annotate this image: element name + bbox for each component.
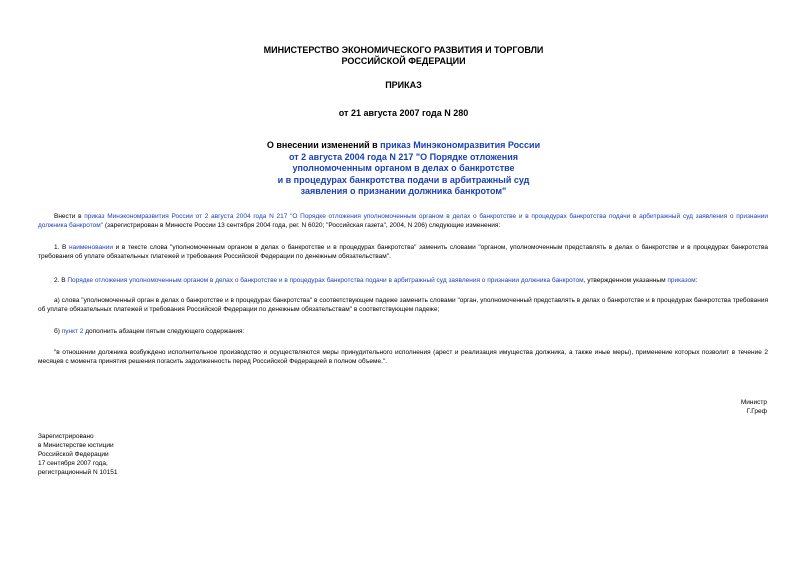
title-line-1-text: О внесении изменений в: [266, 140, 381, 150]
registration-line-3: Российской Федерации: [38, 451, 109, 458]
title-line-3[interactable]: уполномоченным органом в делах о банкротстве: [292, 163, 515, 173]
registration-block: [38, 432, 238, 477]
paragraph-item-2: [38, 276, 768, 285]
registration-line-4: 17 сентября 2007 года,: [38, 460, 108, 467]
p1-post: (зарегистрирован в Минюсте России 13 сентября 2004 года, рег. N 6020; "Российская газета", 2004, N 206) следующие изменения:: [103, 222, 501, 229]
title-line-4[interactable]: и в процедурах банкротства подачи в арбитражный суд: [277, 174, 530, 185]
paragraph-item-a: [38, 296, 768, 314]
registration-line-1: Зарегистрировано: [38, 433, 94, 440]
p1-pre: Внести в: [54, 213, 85, 220]
registration-line-5: регистрационный N 10151: [38, 469, 118, 476]
order-date: от 21 августа 2007 года N 280: [338, 108, 469, 118]
paragraph-quote: [38, 348, 768, 366]
paragraph-item-1: [38, 243, 768, 261]
order-heading: ПРИКАЗ: [385, 80, 422, 90]
title-line-5[interactable]: заявления о признании должника банкротом": [300, 186, 507, 196]
p5-post: дополнить абзацем пятым следующего содержания:: [83, 328, 245, 335]
p2-pre: 1. В: [54, 244, 69, 251]
paragraph-item-b: [38, 327, 768, 336]
p4-text: а) слова "уполномоченный орган в делах о банкротстве и в процедурах банкротства" в соответствующем падеже заменить словами "орган, уполномоченный представлять в делах о банкротстве и в процедурах банкротства требования об уплате обязательных платежей и требования Российской Федерации по денежным обязательствам" в соответствующем падеже;: [38, 297, 768, 313]
signature-name: Г.Греф: [746, 408, 767, 415]
punkt-2-link[interactable]: пункт 2: [61, 328, 84, 335]
p3-post: :: [695, 277, 698, 284]
registration-line-2: в Министерстве юстиции: [38, 442, 114, 449]
p6-text: "в отношении должника возбуждено исполнительное производство и осуществляются меры принудительного исполнения (арест и реализация имущества должника, а также иные меры), применение которых позволит в течение 2 месяцев с момента принятия решения погасить задолженность перед Российской Федерацией в полном объеме.".: [38, 349, 768, 365]
p2-post: и в тексте слова "уполномоченным органом в делах о банкротстве и в процедурах банкротства" заменить словами "органом, уполномоченным представлять в делах о банкротстве и в процедурах банкротства требования об уплате обязательных платежей и требования Российской Федерации по денежным обязательствам".: [38, 244, 768, 260]
title-line-1: [0, 140, 807, 152]
title-order-link[interactable]: приказ Минэкономразвития России: [380, 140, 541, 150]
poryadok-link[interactable]: Порядке отложения уполномоченным органом в делах о банкротстве и в процедурах банкротства подачи в арбитражный суд заявления о признании должника банкротом: [67, 277, 584, 284]
paragraph-intro: [38, 212, 768, 230]
ministry-line-2: РОССИЙСКОЙ ФЕДЕРАЦИИ: [341, 56, 466, 66]
naimenovanie-link[interactable]: наименовании: [68, 244, 113, 251]
signature-role: Министр: [740, 399, 767, 406]
order-title: [0, 140, 807, 198]
prikaz-link[interactable]: приказом: [667, 277, 696, 284]
ministry-heading: [0, 45, 807, 67]
p5-pre: б): [54, 328, 62, 335]
order-217-link[interactable]: приказ Минэкономразвития России от 2 августа 2004 года N 217 "О Порядке отложения уполномоченным органом в делах о банкротстве и в процедурах банкротства подачи в арбитражный суд заявления о признании должника банкротом": [38, 213, 768, 229]
title-line-2[interactable]: от 2 августа 2004 года N 217 "О Порядке отложения: [288, 151, 519, 162]
ministry-line-1: МИНИСТЕРСТВО ЭКОНОМИЧЕСКОГО РАЗВИТИЯ И ТОРГОВЛИ: [263, 45, 544, 55]
signature-block: [647, 398, 767, 416]
p3-pre: 2. В: [54, 277, 68, 284]
p3-mid: , утвержденном указанным: [583, 277, 668, 284]
